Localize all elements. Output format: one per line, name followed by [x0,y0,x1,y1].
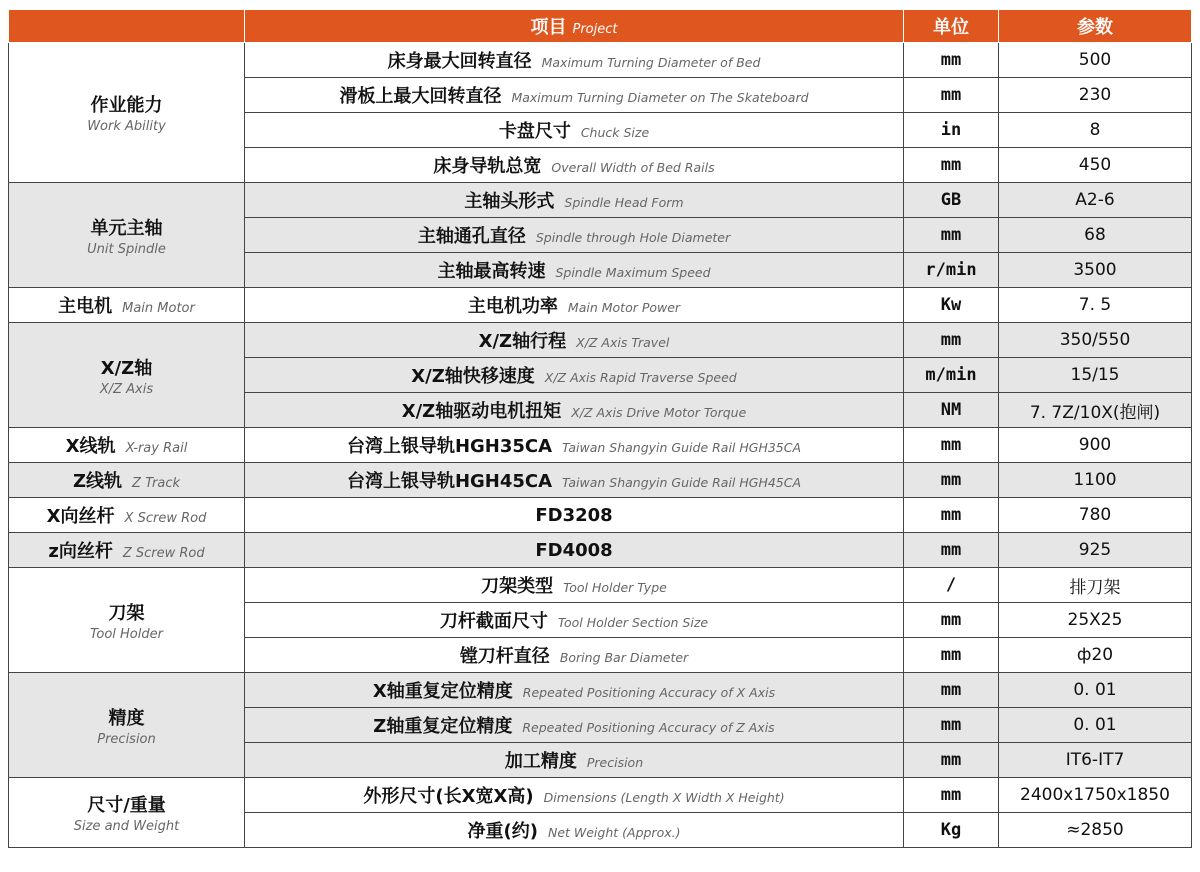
item-cell [245,463,904,498]
unit-cell: mm [904,148,999,183]
item-cell [245,603,904,638]
value-cell: ф20 [999,638,1192,673]
value-cell: 230 [999,78,1192,113]
item-cell [245,498,904,533]
item-zh: 主轴通孔直径 [417,226,526,247]
item-en: Repeated Positioning Accuracy of X Axis [522,685,776,700]
category-zh: 单元主轴 [90,217,163,239]
item-zh: 刀杆截面尺寸 [439,611,548,632]
item-en: Tool Holder Type [563,580,667,595]
table-row [9,568,1192,603]
value-cell: 25X25 [999,603,1192,638]
item-cell [245,218,904,253]
item-zh: 滑板上最大回转直径 [339,86,502,107]
item-cell [245,428,904,463]
table-row [9,463,1192,498]
item-en: Dimensions (Length X Width X Height) [543,790,785,805]
value-cell: 780 [999,498,1192,533]
item-cell [245,358,904,393]
item-cell [245,673,904,708]
unit-cell: mm [904,673,999,708]
value-cell: 7. 5 [999,288,1192,323]
unit-cell: mm [904,498,999,533]
value-cell: 1100 [999,463,1192,498]
category-cell [9,498,245,533]
category-en: Size and Weight [73,819,180,834]
spec-table [8,9,1192,848]
category-zh: z向丝杆 [48,541,113,562]
item-cell [245,533,904,568]
category-zh: 尺寸/重量 [87,795,166,816]
value-cell: 排刀架 [999,568,1192,603]
item-en: Repeated Positioning Accuracy of Z Axis [522,720,775,735]
item-en: Precision [586,755,644,770]
item-en: X/Z Axis Drive Motor Torque [571,405,747,420]
value-cell: 2400x1750x1850 [999,778,1192,813]
table-row [9,323,1192,358]
item-en: Spindle Maximum Speed [555,265,711,280]
item-zh: 外形尺寸(长X宽X高) [363,786,534,807]
header-row [9,10,1192,43]
value-cell: IT6-IT7 [999,743,1192,778]
table-row [9,778,1192,813]
table-row [9,183,1192,218]
item-cell [245,113,904,148]
value-cell: 8 [999,113,1192,148]
header-project [245,10,904,43]
item-zh: 卡盘尺寸 [498,121,571,142]
category-cell [9,323,245,428]
item-zh: 净重(约) [467,821,538,842]
item-zh: 主轴头形式 [464,191,555,212]
unit-cell: mm [904,638,999,673]
unit-cell: mm [904,743,999,778]
category-cell [9,288,245,323]
category-en: Z Track [132,476,181,491]
item-zh: 镗刀杆直径 [459,646,550,667]
item-en: Net Weight (Approx.) [547,825,681,840]
value-cell: 3500 [999,253,1192,288]
category-en: X-ray Rail [125,441,188,456]
item-cell [245,253,904,288]
item-en: Overall Width of Bed Rails [551,160,715,175]
unit-cell: mm [904,323,999,358]
item-en: Spindle Head Form [564,195,684,210]
item-cell [245,708,904,743]
item-zh: 主轴最高转速 [437,261,546,282]
item-cell [245,43,904,78]
category-zh: 刀架 [108,602,145,624]
category-en: X Screw Rod [124,511,207,526]
header-param: 参数 [999,10,1192,43]
item-cell [245,743,904,778]
category-en: X/Z Axis [99,381,154,397]
table-row [9,533,1192,568]
category-cell [9,183,245,288]
unit-cell: Kg [904,813,999,848]
item-en: Tool Holder Section Size [557,615,709,630]
item-cell [245,148,904,183]
category-en: Z Screw Rod [122,546,205,561]
item-en: Spindle through Hole Diameter [535,230,731,245]
table-row [9,673,1192,708]
item-zh: 床身最大回转直径 [387,51,532,72]
item-cell [245,813,904,848]
item-cell [245,778,904,813]
category-zh: 主电机 [58,296,113,317]
category-en: Work Ability [87,119,166,134]
header-unit: 单位 [904,10,999,43]
item-cell [245,183,904,218]
unit-cell: in [904,113,999,148]
value-cell: ≈2850 [999,813,1192,848]
header-project-zh: 项目 [530,17,567,38]
item-zh: FD3208 [535,504,613,526]
value-cell: 7. 7Z/10X(抱闸) [999,393,1192,428]
category-zh: X线轨 [65,436,116,457]
item-zh: 台湾上银导轨HGH35CA [346,436,553,457]
item-en: Taiwan Shangyin Guide Rail HGH45CA [562,475,802,490]
item-en: X/Z Axis Travel [576,335,670,350]
category-cell [9,43,245,183]
category-cell [9,778,245,848]
header-project-en: Project [572,22,618,37]
item-zh: 主电机功率 [467,296,558,317]
category-en: Main Motor [122,301,195,316]
value-cell: 500 [999,43,1192,78]
item-en: Main Motor Power [567,300,681,315]
item-en: X/Z Axis Rapid Traverse Speed [544,370,737,385]
unit-cell: r/min [904,253,999,288]
item-en: Boring Bar Diameter [559,650,689,665]
value-cell: 925 [999,533,1192,568]
category-zh: Z线轨 [72,471,123,492]
item-zh: 台湾上银导轨HGH45CA [346,471,553,492]
unit-cell: mm [904,218,999,253]
unit-cell: mm [904,778,999,813]
table-row [9,43,1192,78]
item-cell [245,288,904,323]
category-zh: X/Z轴 [100,357,153,379]
category-en: Unit Spindle [87,241,166,257]
value-cell: 0. 01 [999,708,1192,743]
unit-cell: mm [904,463,999,498]
category-cell [9,463,245,498]
header-blank [9,10,245,43]
unit-cell: m/min [904,358,999,393]
unit-cell: mm [904,78,999,113]
category-en: Precision [97,731,156,747]
unit-cell: / [904,568,999,603]
item-en: Chuck Size [580,125,650,140]
category-zh: X向丝杆 [46,506,115,527]
table-row [9,498,1192,533]
category-zh: 作业能力 [90,95,163,116]
item-zh: 加工精度 [504,751,577,772]
item-zh: X/Z轴驱动电机扭矩 [401,401,562,422]
unit-cell: mm [904,428,999,463]
item-en: Taiwan Shangyin Guide Rail HGH35CA [562,440,802,455]
item-cell [245,393,904,428]
item-cell [245,323,904,358]
value-cell: 350/550 [999,323,1192,358]
value-cell: A2-6 [999,183,1192,218]
value-cell: 0. 01 [999,673,1192,708]
item-zh: FD4008 [535,539,613,561]
value-cell: 68 [999,218,1192,253]
item-en: Maximum Turning Diameter of Bed [541,55,761,70]
item-zh: 床身导轨总宽 [433,156,542,177]
unit-cell: Kw [904,288,999,323]
category-cell [9,428,245,463]
category-cell [9,533,245,568]
category-cell [9,673,245,778]
item-cell [245,78,904,113]
table-row [9,288,1192,323]
value-cell: 15/15 [999,358,1192,393]
category-cell [9,568,245,673]
item-zh: 刀架类型 [481,576,554,597]
unit-cell: NM [904,393,999,428]
item-cell [245,638,904,673]
value-cell: 450 [999,148,1192,183]
item-en: Maximum Turning Diameter on The Skateboard [511,90,809,105]
item-cell [245,568,904,603]
unit-cell: mm [904,43,999,78]
table-row [9,428,1192,463]
item-zh: Z轴重复定位精度 [373,716,513,737]
item-zh: X轴重复定位精度 [372,681,513,702]
category-zh: 精度 [108,707,145,729]
unit-cell: mm [904,603,999,638]
value-cell: 900 [999,428,1192,463]
category-en: Tool Holder [90,626,163,642]
unit-cell: mm [904,708,999,743]
unit-cell: GB [904,183,999,218]
item-zh: X/Z轴行程 [478,331,567,352]
unit-cell: mm [904,533,999,568]
item-zh: X/Z轴快移速度 [411,366,535,387]
